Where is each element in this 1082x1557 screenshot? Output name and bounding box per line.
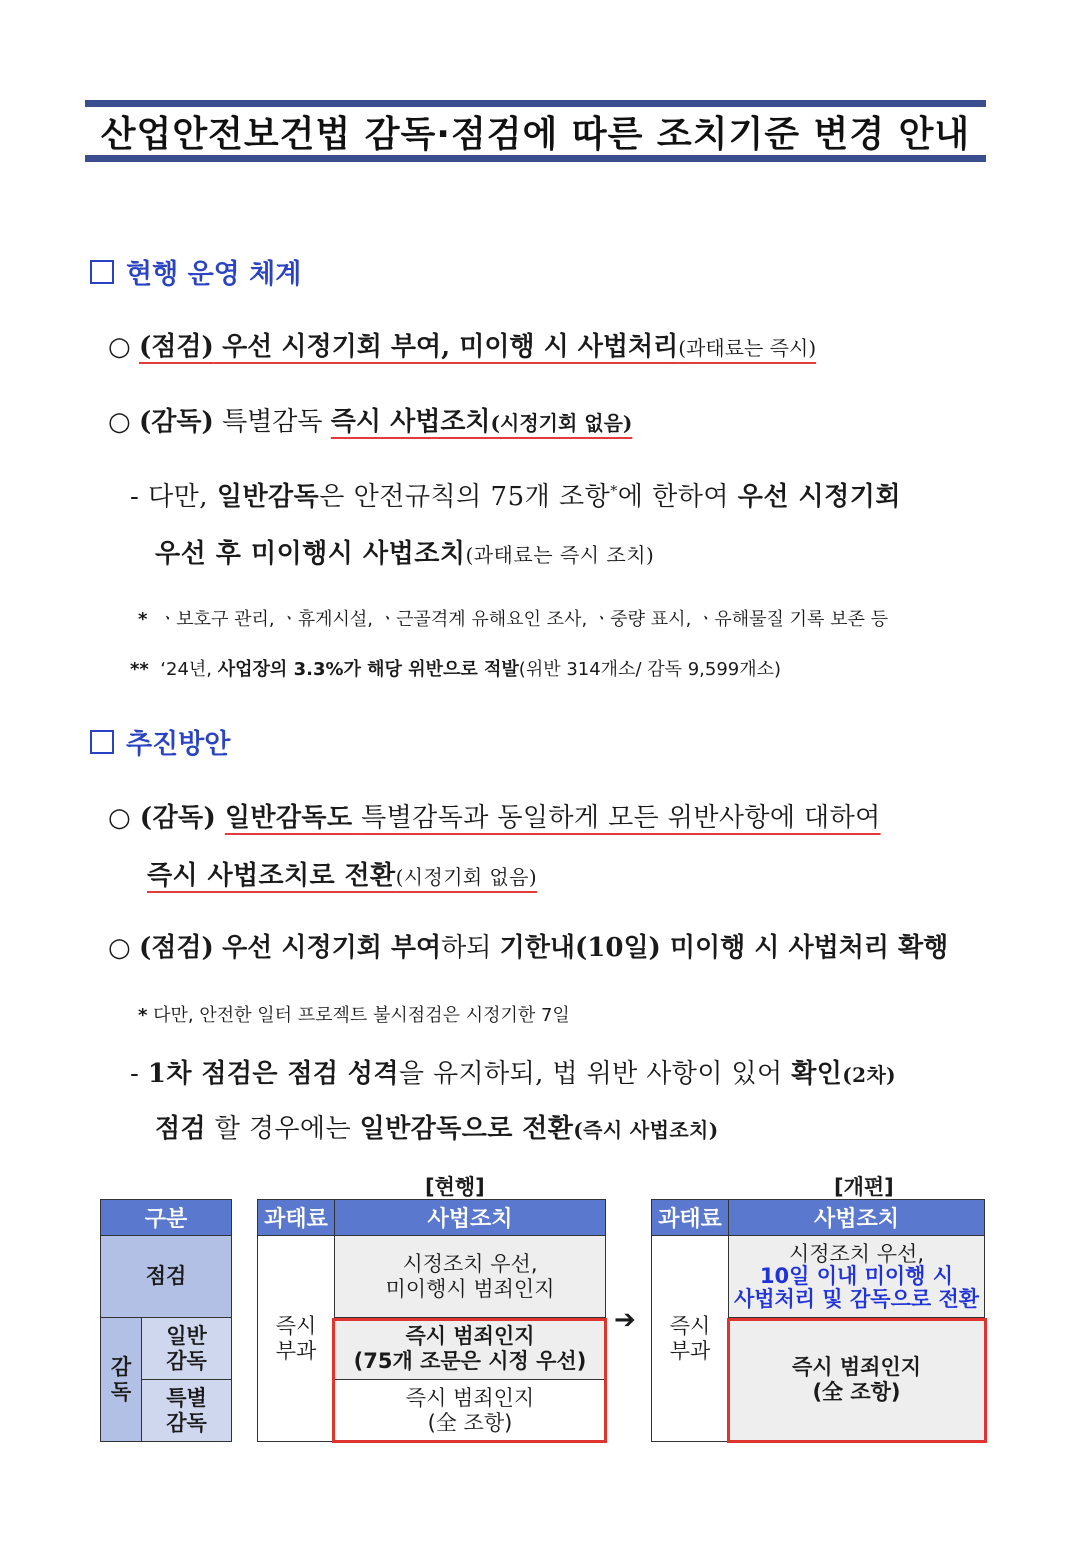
checkbox-square-icon [90,730,114,754]
cell-inspection [729,1236,985,1318]
dash-bullet: - [130,1059,140,1089]
subitem-text: 할 경우에는 [214,1114,351,1144]
arrow-right-icon: ➔ [614,1305,636,1335]
plan-item-inspection [108,927,948,964]
subitem-text: 을 유지하되, 법 위반 사항이 있어 [398,1059,783,1089]
label-text: 감 [110,1355,132,1380]
highlight-box-revised [727,1318,987,1443]
cell-fine [652,1236,729,1442]
subitem-text: 에 한하여 [617,482,729,512]
table-header-judicial: 사법조치 [729,1200,985,1236]
cell-text-highlight: 10일 이내 미이행 시 [759,1264,954,1289]
item-main-text: 즉시 사법조치 [330,407,491,437]
item-lead-text: 특별감독 [222,407,323,437]
circle-bullet-icon: ○ [108,407,131,437]
section-heading-current [90,252,301,291]
cell-text: 즉시 범죄인지 [405,1324,535,1349]
footnote-text: ㆍ보호구 관리, ㆍ휴게시설, ㆍ근골격계 유해요인 조사, ㆍ중량 표시, ㆍ유해물질 기록 보존 등 [158,609,889,630]
item-paren: (시정기회 없음) [490,411,633,435]
cell-inspection [335,1236,606,1318]
table-labels [100,1199,232,1442]
section-heading-text: 추진방안 [126,729,231,760]
footnote-mark: * [138,609,148,630]
current-subitem-general-line2 [155,533,654,570]
item-text: 하되 [441,933,492,963]
row-label-special [142,1380,232,1442]
footnote-mark: ** [130,659,149,680]
item-tag: (점검) [138,933,214,963]
table-header-fine: 과태료 [652,1200,729,1236]
subitem-text: 다만, [148,482,209,512]
cell-fine [258,1236,335,1442]
circle-bullet-icon: ○ [108,933,131,963]
label-text: 점검 [145,1264,187,1289]
label-text: 감독 [166,1348,207,1373]
current-item-supervision [108,401,632,438]
item-paren: (과태료는 즉시) [678,336,817,360]
plan-item-supervision [108,797,881,834]
plan-subitem-first-inspection-line2 [155,1108,719,1145]
cell-text: 미이행시 범죄인지 [385,1276,555,1301]
subitem-bold: (즉시 사법조치) [573,1118,719,1142]
subitem-bold: 우선 후 미이행시 사법조치 [155,539,466,569]
section-heading-plan [90,722,230,761]
page-title: 산업안전보건법 감독·점검에 따른 조치기준 변경 안내 [100,113,971,155]
item-paren: (시정기회 없음) [395,865,538,889]
plan-subitem-first-inspection [130,1053,896,1090]
item-bold: 우선 시정기회 부여 [222,933,442,963]
label-text: 일반 [166,1324,207,1349]
cell-text: 부과 [275,1338,317,1363]
item-tag: (감독) [138,407,214,437]
cell-text: 부과 [669,1338,711,1363]
subitem-text: 은 안전규칙의 75개 조항 [319,482,611,512]
cell-text: (全 조항) [427,1410,513,1435]
cell-text: 즉시 [669,1314,711,1339]
cell-text: 즉시 범죄인지 [791,1355,922,1380]
table-caption-revised: [개편] [834,1175,894,1199]
highlight-box-current [332,1318,607,1443]
label-text: 독 [110,1379,132,1404]
footnote-mark: * [610,483,618,500]
circle-bullet-icon: ○ [108,803,132,833]
subitem-bold: 일반감독으로 전환 [359,1114,574,1144]
table-header-category: 구분 [101,1200,232,1236]
item-bold: 일반감독도 [224,803,353,833]
row-label-inspection [101,1236,232,1318]
subitem-bold: 확인 [791,1059,843,1089]
footnote-text: (위반 314개소/ 감독 9,599개소) [518,659,782,680]
subitem-bold: (2차) [842,1063,897,1087]
subitem-paren: (과태료는 즉시 조치) [465,543,655,567]
cell-text: 시정조치 우선, [402,1252,538,1277]
item-text: 특별감독과 동일하게 모든 위반사항에 대하여 [361,803,881,833]
checkbox-square-icon [90,260,114,284]
cell-text-highlight: 사법처리 및 감독으로 전환 [733,1286,980,1311]
row-label-general [142,1318,232,1380]
item-main-text: 우선 시정기회 부여, 미이행 시 사법처리 [222,332,679,362]
item-tag: (감독) [139,803,217,833]
title-banner [85,100,986,162]
footnote-mark: * [138,1005,148,1026]
item-bold: 즉시 사법조치로 전환 [147,861,396,891]
cell-text: 즉시 [275,1314,317,1339]
item-tag: (점검) [138,332,214,362]
cell-text: (全 조항) [812,1379,901,1404]
item-bold: 기한내(10일) 미이행 시 사법처리 확행 [499,933,949,963]
plan-item-supervision-line2 [147,855,537,892]
table-header-judicial: 사법조치 [335,1200,606,1236]
circle-bullet-icon: ○ [108,332,131,362]
footnote-75-articles [138,605,888,631]
subitem-bold: 1차 점검은 점검 성격 [147,1059,399,1089]
table-header-fine: 과태료 [258,1200,335,1236]
cell-text: (75개 조문은 시정 우선) [353,1348,587,1373]
label-text: 특별 [166,1386,207,1411]
table-caption-current: [현행] [425,1175,485,1199]
cell-text: 시정조치 우선, [788,1242,925,1267]
footnote-violation-stats [130,655,781,681]
current-subitem-general [130,476,901,513]
footnote-text: ‘24년, [160,659,213,680]
cell-text: 즉시 범죄인지 [405,1386,535,1411]
section-heading-text: 현행 운영 체계 [126,259,302,290]
current-item-inspection [108,326,816,363]
label-text: 감독 [166,1410,207,1435]
subitem-bold: 점검 [155,1114,207,1144]
subitem-bold: 우선 시정기회 [737,482,901,512]
plan-note-safe-workplace [138,1001,570,1027]
footnote-text: 다만, 안전한 일터 프로젝트 불시점검은 시정기한 7일 [153,1005,570,1026]
subitem-bold: 일반감독 [216,482,320,512]
footnote-bold: 사업장의 3.3%가 해당 위반으로 적발 [217,659,519,680]
dash-bullet: - [130,482,140,512]
row-label-supervision [101,1318,142,1442]
